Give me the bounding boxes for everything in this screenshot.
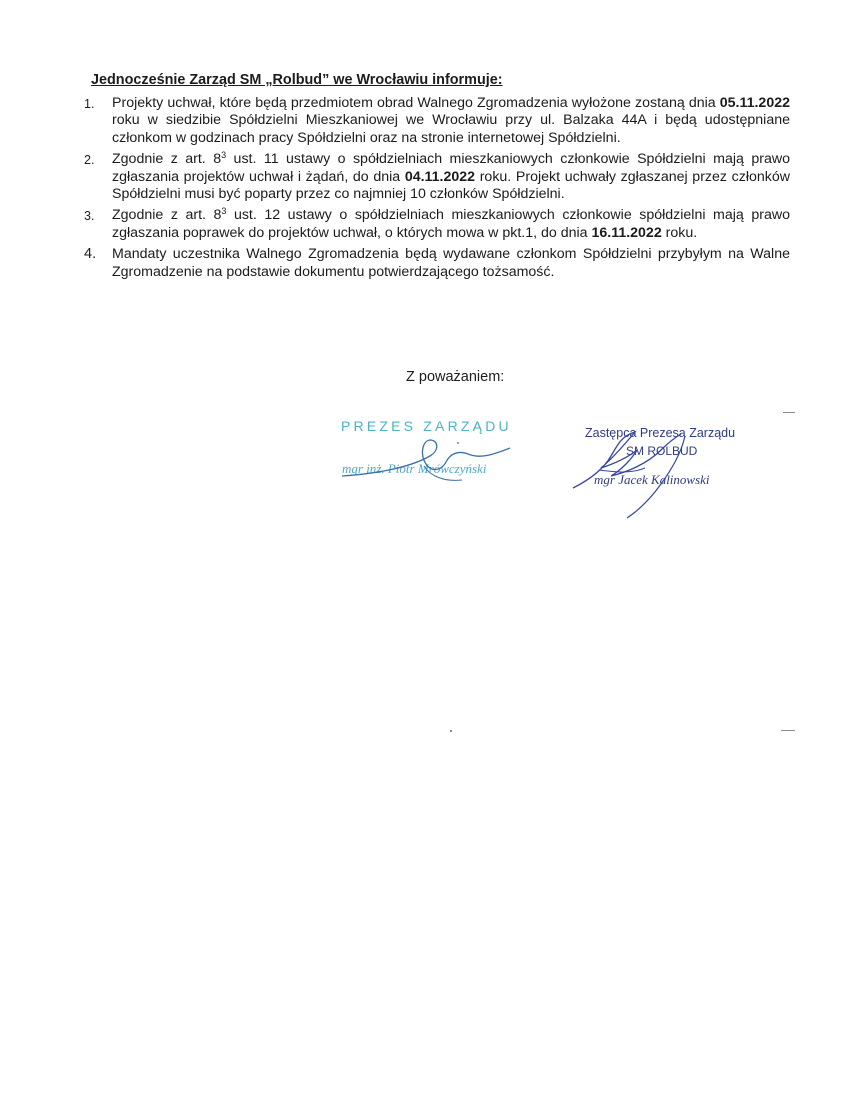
superscript: 3 <box>221 150 227 161</box>
item-text: Zgodnie z art. 8 <box>112 151 222 168</box>
list-item-3 <box>84 207 790 242</box>
item-number: 3. <box>84 209 95 224</box>
item-number: 2. <box>84 153 95 168</box>
president-stamp-title: PREZES ZARZĄDU <box>341 418 512 434</box>
president-signature <box>334 410 534 490</box>
deputy-stamp-name: mgr Jacek Kalinowski <box>594 472 710 487</box>
deputy-signature <box>565 410 765 525</box>
item-text: ust. 11 ustawy o spółdzielniach mieszkaniowych członkowie Spółdzielni mają prawo zgłaszania projektów uchwał i żądań, do dnia <box>112 151 790 185</box>
announcement-heading: Jednocześnie Zarząd SM „Rolbud” we Wrocławiu informuje: <box>91 72 503 88</box>
item-date: 16.11.2022 <box>591 224 662 241</box>
item-text: Zgodnie z art. 8 <box>112 207 222 224</box>
item-text: ust. 12 ustawy o spółdzielniach mieszkaniowych członkowie spółdzielni mają prawo zgłaszania poprawek do projektów uchwał, o których mowa w pkt.1, do dnia <box>112 207 790 241</box>
item-text: roku. <box>661 224 698 241</box>
scan-mark <box>783 412 795 413</box>
deputy-stamp-org: SM ROLBUD <box>626 444 698 458</box>
item-text: Projekty uchwał, które będą przedmiotem obrad Walnego Zgromadzenia wyłożone zostaną dnia <box>112 95 720 111</box>
list-item-2 <box>84 151 790 203</box>
closing-text: Z poważaniem: <box>406 369 505 385</box>
list-item-1 <box>84 95 790 147</box>
president-stamp-name: mgr inż. Piotr Mrówczyński <box>342 461 487 476</box>
item-number: 4. <box>84 246 97 263</box>
item-date: 04.11.2022 <box>404 168 476 185</box>
announcement-list <box>84 95 790 285</box>
item-text: roku. Projekt uchwały zgłaszanej przez członków Spółdzielni musi być poparty przez co najmniej 10 członków Spółdzielni. <box>112 168 790 203</box>
list-item-4 <box>84 246 790 281</box>
item-text: Mandaty uczestnika Walnego Zgromadzenia będą wydawane członkom Spółdzielni przybyłym na Walne Zgromadzenie na podstawie dokumentu potwierdzającego tożsamość. <box>112 246 790 280</box>
superscript: 3 <box>221 206 227 217</box>
item-number: 1. <box>84 97 95 111</box>
item-text: roku w siedzibie Spółdzielni Mieszkaniowej we Wrocławiu przy ul. Balzaka 44A i będą udostępniane członkom w godzinach pracy Spółdzielni oraz na stronie internetowej Spółdzielni. <box>112 112 790 146</box>
scan-mark <box>781 730 795 731</box>
item-date: 05.11.2022 <box>719 95 790 111</box>
scan-mark <box>450 730 452 732</box>
deputy-stamp-title: Zastępca Prezesa Zarządu <box>585 426 736 440</box>
